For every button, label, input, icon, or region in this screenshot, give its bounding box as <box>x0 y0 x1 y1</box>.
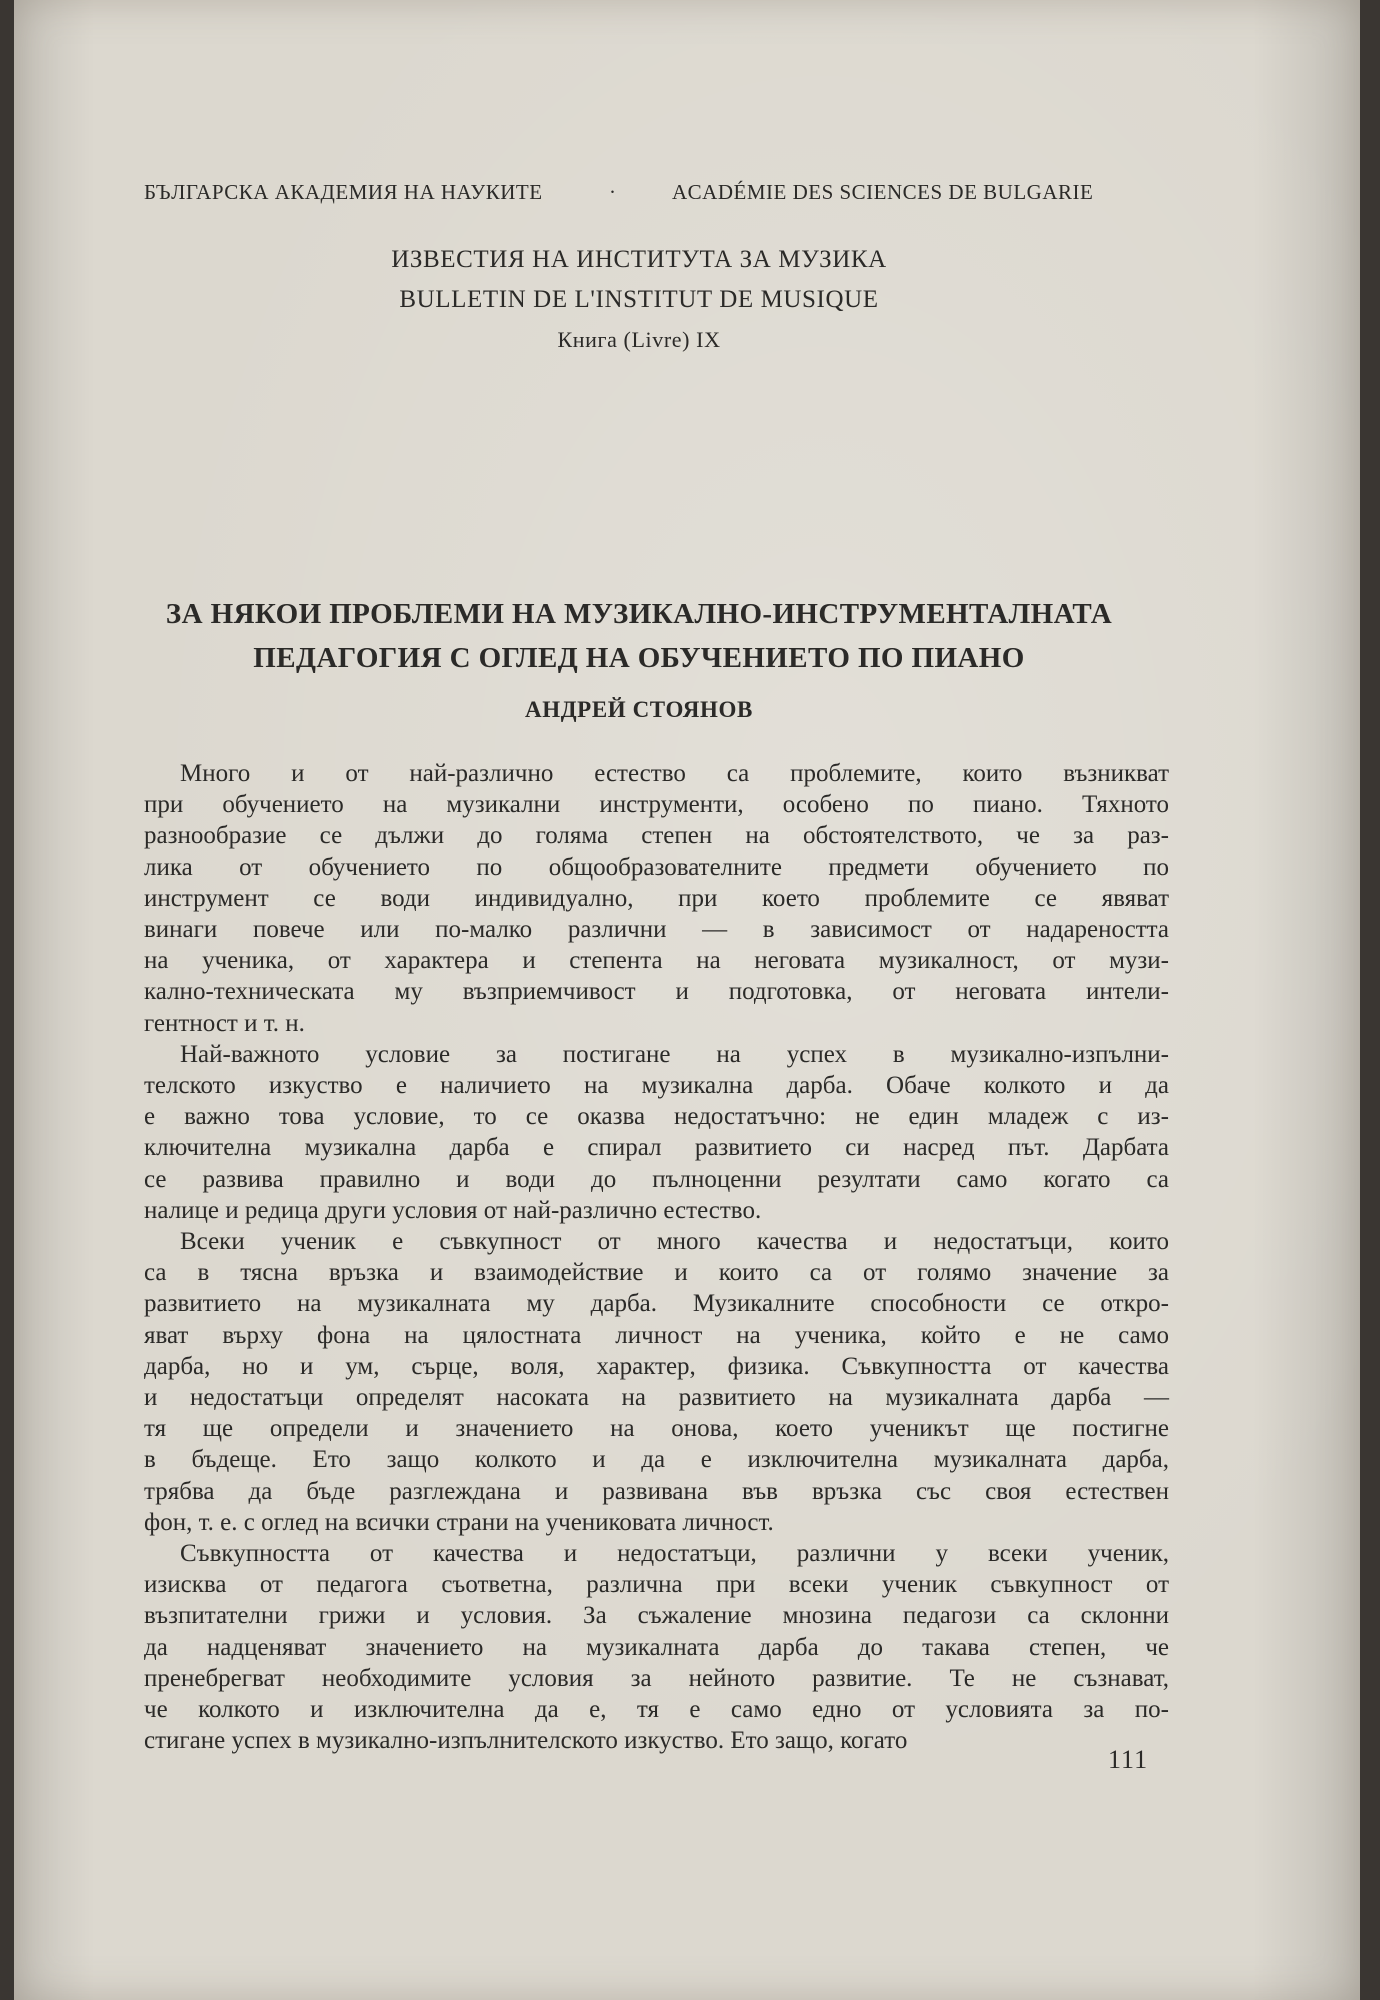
series-block <box>14 240 1264 360</box>
series-title-fr: BULLETIN DE L'INSTITUT DE MUSIQUE <box>399 286 879 313</box>
text-line: дарба, но и ум, сърце, воля, характер, физика. Съвкупността от качества <box>144 1352 1169 1380</box>
text-line: изисква от педагога съответна, различна при всеки ученик съвкупност от <box>144 1571 1169 1599</box>
paragraph <box>144 1039 1169 1226</box>
text-line: се развива правилно и води до пълноценни резултати само когато са <box>144 1165 1169 1193</box>
text-line: налице и редица други условия от най-различно естество. <box>144 1196 762 1224</box>
text-line: стигане успех в музикално-изпълнителското изкуство. Ето защо, когато <box>144 1727 908 1755</box>
book-number: Книга (Livre) IX <box>557 327 721 352</box>
text-line: е важно това условие, то се оказва недостатъчно: не един младеж с из- <box>144 1103 1169 1131</box>
text-line: Всеки ученик е съвкупност от много качества и недостатъци, които <box>180 1228 1169 1256</box>
text-line: винаги повече или по-малко различни — в зависимост от надареността <box>144 916 1169 944</box>
text-line: възпитателни грижи и условия. За съжаление мнозина педагози са склонни <box>144 1602 1169 1630</box>
text-line: разнообразие се дължи до голяма степен на обстоятелството, че за раз- <box>144 822 1169 850</box>
academy-name-fr: ACADÉMIE DES SCIENCES DE BULGARIE <box>672 180 1094 204</box>
text-line: Съвкупността от качества и недостатъци, различни у всеки ученик, <box>180 1540 1169 1568</box>
text-line: при обучението на музикални инструменти, особено по пиано. Тяхното <box>144 791 1169 819</box>
text-line: трябва да бъде разглеждана и развивана във връзка със своя естествен <box>144 1477 1169 1505</box>
text-line: фон, т. е. с оглед на всички страни на учениковата личност. <box>144 1508 774 1536</box>
document-page <box>14 0 1360 2000</box>
text-line: телското изкуство е наличието на музикална дарба. Обаче колкото и да <box>144 1072 1169 1100</box>
text-line: че колкото и изключителна да е, тя е само едно от условията за по- <box>144 1696 1169 1724</box>
text-line: и недостатъци определят насоката на развитието на музикалната дарба — <box>144 1384 1169 1412</box>
text-line: Най-важното условие за постигане на успех в музикално-изпълни- <box>180 1040 1169 1068</box>
text-line: инструмент се води индивидуално, при което проблемите се явяват <box>144 884 1169 912</box>
text-line: в бъдеще. Ето защо колкото и да е изключителна музикалната дарба, <box>144 1446 1169 1474</box>
text-line: са в тясна връзка и взаимодействие и които са от голямо значение за <box>144 1259 1169 1287</box>
text-line: гентност и т. н. <box>144 1009 305 1037</box>
paragraph <box>144 758 1169 1039</box>
article-title-line: ЗА НЯКОИ ПРОБЛЕМИ НА МУЗИКАЛНО-ИНСТРУМЕНТАЛНАТА <box>165 598 1113 630</box>
paragraph <box>144 1226 1169 1538</box>
series-title-bg: ИЗВЕСТИЯ НА ИНСТИТУТА ЗА МУЗИКА <box>391 246 887 273</box>
text-line: лика от обучението по общообразователните предмети обучението по <box>144 853 1169 881</box>
text-line: тя ще определи и значението на онова, което ученикът ще постигне <box>144 1415 1169 1443</box>
text-line: ключителна музикална дарба е спирал развитието си насред път. Дарбата <box>144 1134 1169 1162</box>
article-title <box>14 592 1264 680</box>
text-line: развитието на музикалната му дарба. Музикалните способности се откро- <box>144 1290 1169 1318</box>
page-number: 111 <box>1108 1745 1149 1774</box>
text-line: яват върху фона на цялостната личност на ученика, който е не само <box>144 1321 1169 1349</box>
text-line: на ученика, от характера и степента на неговата музикалност, от музи- <box>144 947 1169 975</box>
header-separator: · <box>609 180 617 204</box>
text-line: пренебрегват необходимите условия за нейното развитие. Те не съзнават, <box>144 1664 1169 1692</box>
text-line: кално-техническата му възприемчивост и подготовка, от неговата интели- <box>144 978 1169 1006</box>
article-body <box>144 758 1169 1757</box>
text-line: да надценяват значението на музикалната дарба до такава степен, че <box>144 1633 1169 1661</box>
text-line: Много и от най-различно естество са проблемите, които възникват <box>180 760 1169 787</box>
article-title-line: ПЕДАГОГИЯ С ОГЛЕД НА ОБУЧЕНИЕТО ПО ПИАНО <box>253 642 1025 674</box>
paragraph <box>144 1538 1169 1756</box>
article-author: АНДРЕЙ СТОЯНОВ <box>525 697 753 722</box>
academy-name-bg: БЪЛГАРСКА АКАДЕМИЯ НА НАУКИТЕ <box>144 180 543 204</box>
